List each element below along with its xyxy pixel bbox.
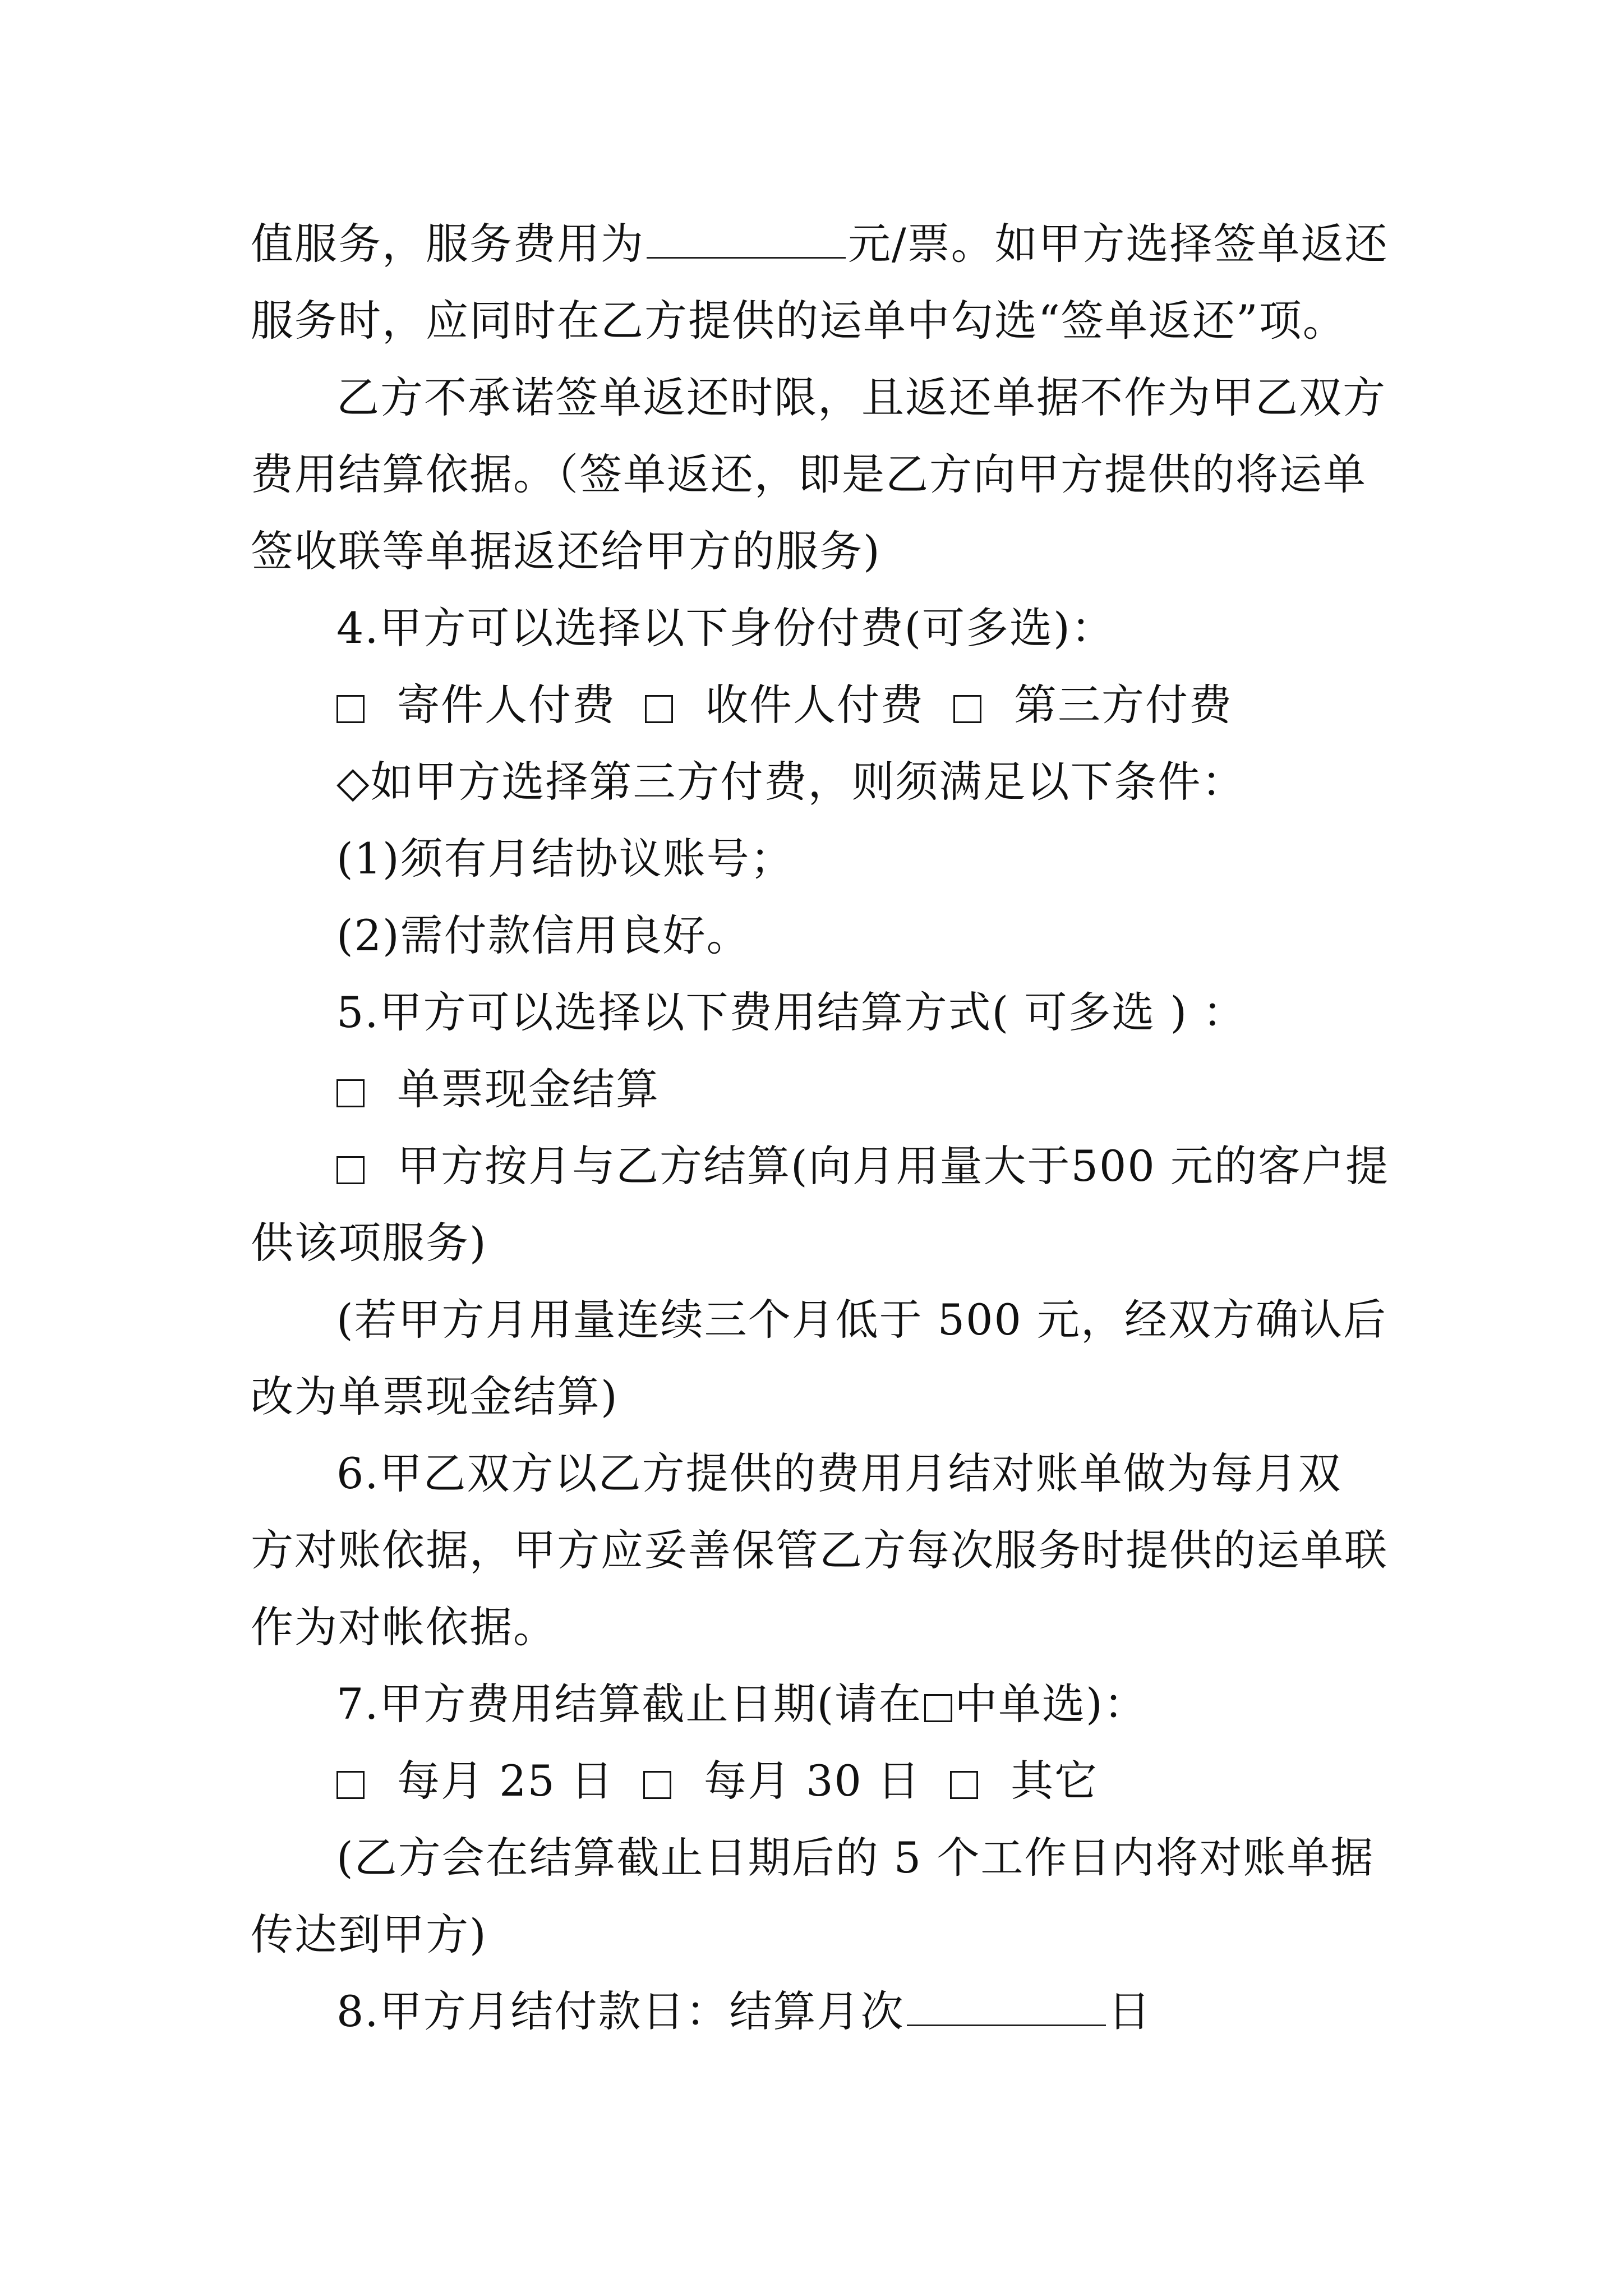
clause-heading: 4.甲方可以选择以下身份付费(可多选)： [336, 603, 1115, 653]
checkbox-icon [336, 1079, 365, 1107]
paragraph-line: 费用结算依据。（签单返还，即是乙方向甲方提供的将运单 [251, 449, 1367, 499]
line-text: 元/票。如甲方选择签单返还 [848, 219, 1389, 269]
settlement-option-monthly [251, 1128, 1484, 1204]
option-label: 其它 [1011, 1756, 1099, 1806]
checkbox-icon [950, 1771, 978, 1799]
option-label: 寄件人付费 [397, 680, 616, 730]
clause-heading [251, 1973, 1484, 2050]
paragraph-line: (乙方会在结算截止日期后的 5 个工作日内将对账单据 [336, 1833, 1375, 1883]
clause-heading: 5.甲方可以选择以下费用结算方式( 可多选 ) ： [336, 987, 1247, 1037]
paragraph-line: 签收联等单据返还给甲方的服务) [251, 526, 881, 576]
checkbox-icon [336, 1771, 365, 1799]
option-25th [336, 1742, 614, 1819]
paragraph-line [251, 205, 1484, 282]
line-text: 8.甲方月结付款日：结算月次 [336, 1986, 905, 2036]
condition-item: (2)需付款信用良好。 [336, 910, 750, 960]
option-sender-pays [336, 666, 616, 743]
clause-heading [251, 1665, 1484, 1742]
condition-item: (1)须有月结协议账号； [336, 834, 794, 884]
paragraph-line: 乙方不承诺签单返还时限，且返还单据不作为甲乙双方 [336, 372, 1386, 422]
clause-heading: 6.甲乙双方以乙方提供的费用月结对账单做为每月双 [336, 1448, 1342, 1498]
checkbox-icon [643, 1771, 671, 1799]
line-text: 7.甲方费用结算截止日期(请在 [336, 1679, 923, 1729]
line-text: 日 [1108, 1986, 1152, 2036]
checkbox-icon [953, 695, 981, 723]
option-label: 第三方付费 [1014, 680, 1233, 730]
option-recipient-pays [645, 666, 924, 743]
line-text: 值服务，服务费用为 [251, 219, 644, 269]
option-label: 收件人付费 [706, 680, 924, 730]
line-text: 中单选)： [955, 1679, 1147, 1729]
option-label: 单票现金结算 [397, 1064, 660, 1114]
paragraph-line: 方对账依据，甲方应妥善保管乙方每次服务时提供的运单联 [251, 1525, 1388, 1575]
option-label: 每月 25 日 [397, 1756, 615, 1806]
paragraph-line: 供该项服务) [251, 1218, 487, 1268]
checkbox-icon [924, 1694, 952, 1722]
contract-text [251, 205, 1484, 2050]
option-third-party-pays [953, 666, 1233, 743]
paragraph-line: 服务时，应同时在乙方提供的运单中勾选“签单返还”项。 [251, 296, 1347, 346]
cutoff-date-options [251, 1742, 1484, 1819]
settlement-option-cash [251, 1051, 1484, 1128]
option-30th [643, 1742, 921, 1819]
fee-blank [647, 223, 846, 259]
checkbox-icon [645, 695, 673, 723]
paragraph-line: 传达到甲方) [251, 1910, 487, 1959]
paragraph-line: 改为单票现金结算) [251, 1372, 619, 1421]
payment-day-blank [907, 1991, 1106, 2026]
checkbox-icon [336, 1156, 365, 1184]
option-label: 甲方按月与乙方结算(向月用量大于500 元的客户提 [397, 1141, 1389, 1191]
option-other [950, 1742, 1098, 1819]
option-label: 每月 30 日 [704, 1756, 921, 1806]
payer-options [251, 666, 1484, 743]
paragraph-line: (若甲方月用量连续三个月低于 500 元，经双方确认后 [336, 1295, 1387, 1345]
paragraph-line: ◇如甲方选择第三方付费，则须满足以下条件： [336, 757, 1246, 807]
checkbox-icon [336, 695, 365, 723]
paragraph-line: 作为对帐依据。 [251, 1602, 557, 1652]
